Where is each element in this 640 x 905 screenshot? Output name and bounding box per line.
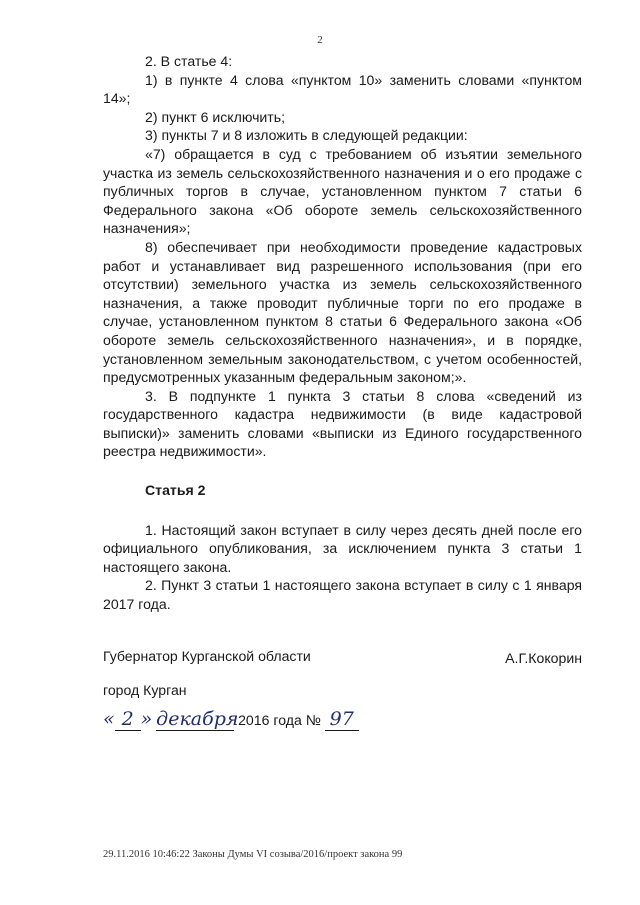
footer-note: 29.11.2016 10:46:22 Законы Думы VI созыва/2016/проект закона 99 [103,849,403,860]
date-year: 2016 года № [238,712,321,728]
city-label: город Курган [103,682,187,698]
paragraph: 1. Настоящий закон вступает в силу через десять дней после его официального опубликования, за исключением пункта 3 статьи 1 настоящего закона. [103,521,582,575]
signatory-position: Губернатор Курганской области [103,648,311,664]
paragraph: 3) пункты 7 и 8 изложить в следующей редакции: [145,127,468,144]
paragraph: 2. В статье 4: [145,53,233,69]
date-line [103,708,359,738]
date-month: декабря [156,708,239,730]
page-number: 2 [317,34,323,46]
quote-open: « [103,708,115,730]
paragraph: 2) пункт 6 исключить; [145,108,286,125]
paragraph: 3. В подпункте 1 пункта 3 статьи 8 слова «сведений из государственного кадастра недвижимости (в виде кадастровой выписки)» заменить словами «выписки из Единого государственного реестра недвижимости». [103,387,582,460]
paragraph: 8) обеспечивает при необходимости проведение кадастровых работ и устанавливает вид разрешенного использования (при его отсутствии) земельного участка из земель сельскохозяйственного назначения, а также проводит публичные торги по его продаже в случае, установленном пунктом 8 статьи 6 Федерального закона «Об обороте земель сельскохозяйственного назначения», и в порядке, установленном земельным законодательством, с учетом особенностей, предусмотренных указанным федеральным законом;». [103,238,582,386]
article-heading: Статья 2 [145,482,206,499]
paragraph: 2. Пункт 3 статьи 1 настоящего закона вступает в силу с 1 января 2017 года. [103,577,582,613]
law-number: 97 [325,708,359,731]
signature-block [103,647,582,666]
quote-close: » [140,708,153,730]
paragraph: 1) в пункте 4 слова «пунктом 10» заменить словами «пунктом 14»; [103,71,582,107]
date-day: 2 [115,708,141,731]
paragraph: «7) обращается в суд с требованием об изъятии земельного участка из земель сельскохозяйственного назначения и о его продаже с публичных торгов в случае, установленном пунктом 7 статьи 6 Федерального закона «Об обороте земель сельскохозяйственного назначения»; [103,145,582,237]
document-body [103,52,582,614]
signatory-name: А.Г.Кокорин [505,650,582,666]
